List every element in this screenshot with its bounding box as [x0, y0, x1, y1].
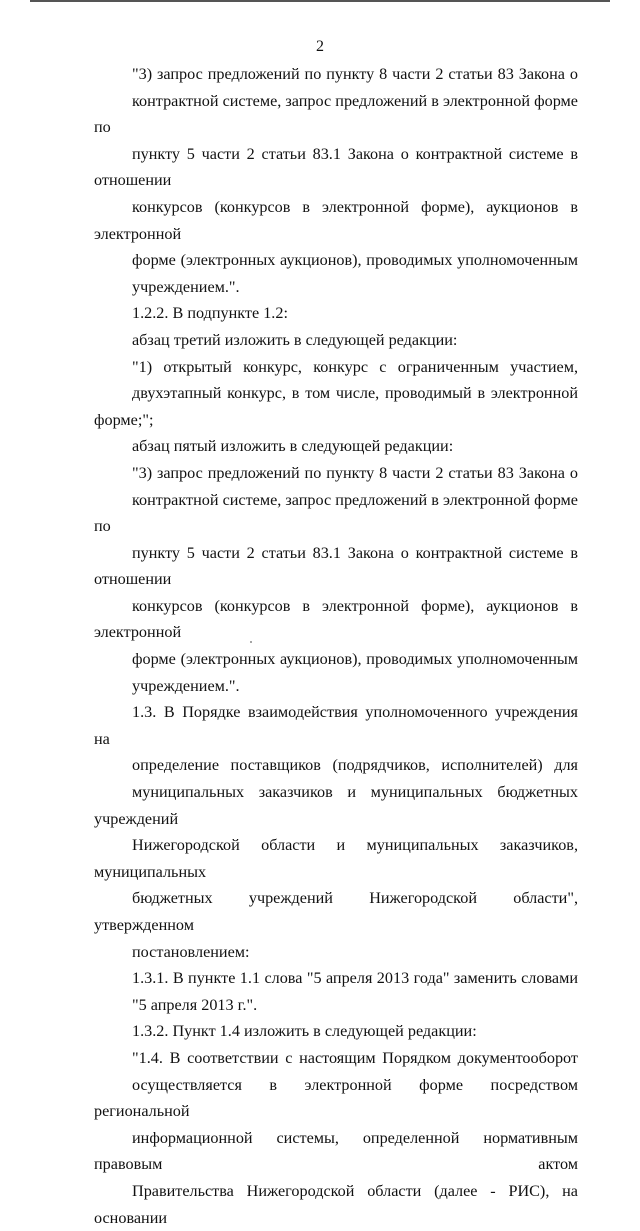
document-body [94, 61, 578, 1231]
paragraph-p1 [94, 61, 578, 300]
text-line: "5 апреля 2013 г.". [132, 995, 258, 1014]
text-line: Нижегородской области и муниципальных заказчиков, муниципальных [94, 836, 578, 881]
text-line: контрактной системе, запрос предложений в электронной форме по [94, 490, 578, 536]
paragraph-p9 [94, 1018, 578, 1045]
text-line: "1) открытый конкурс, конкурс с ограниченным участием, [132, 357, 578, 376]
text-line: пункту 5 части 2 статьи 83.1 Закона о контрактной системе в отношении [94, 543, 578, 589]
text-line: "3) запрос предложений по пункту 8 части 2 статьи 83 Закона о [132, 65, 578, 83]
text-line: форме (электронных аукционов), проводимых уполномоченным [132, 251, 578, 270]
paragraph-p8 [94, 965, 578, 1018]
text-line: муниципальных заказчиков и муниципальных бюджетных учреждений [94, 783, 578, 828]
text-line: Правительства Нижегородской области (далее - РИС), на основании [94, 1181, 578, 1227]
text-line: "1.4. В соответствии с настоящим Порядком документооборот [132, 1048, 578, 1067]
text-line: 1.3. В Порядке взаимодействия уполномоченного учреждения на [94, 703, 578, 748]
text-line: учреждением.". [132, 676, 240, 695]
text-line: постановлением: [132, 942, 250, 961]
text-line: абзац третий изложить в следующей редакции: [132, 330, 458, 349]
text-line: 1.3.2. Пункт 1.4 изложить в следующей редакции: [132, 1022, 477, 1041]
text-line: учреждением.". [132, 277, 240, 296]
text-line: осуществляется в электронной форме посредством региональной [94, 1075, 578, 1121]
paragraph-p5 [94, 433, 578, 460]
text-line: двухэтапный конкурс, в том числе, проводимый в электронной форме;"; [94, 384, 578, 429]
text-line: 1.3.1. В пункте 1.1 слова "5 апреля 2013 года" заменить словами [132, 969, 578, 988]
paragraph-p10 [94, 1045, 578, 1231]
text-line: информационной системы, определенной нормативным правовым актом [94, 1128, 578, 1174]
text-line: 1.2.2. В подпункте 1.2: [132, 304, 288, 323]
text-line: "3) запрос предложений по пункту 8 части 2 статьи 83 Закона о [132, 463, 578, 482]
page-number: 2 [316, 38, 324, 55]
paragraph-p7 [94, 699, 578, 965]
paragraph-p3 [94, 327, 578, 354]
text-line: форме (электронных аукционов), проводимых уполномоченным [132, 650, 578, 669]
text-line: контрактной системе, запрос предложений в электронной форме по [94, 91, 578, 137]
text-line: конкурсов (конкурсов в электронной форме), аукционов в электронной [94, 596, 578, 642]
text-line: бюджетных учреждений Нижегородской области", утвержденном [94, 889, 578, 934]
text-line: определение поставщиков (подрядчиков, исполнителей) для [132, 756, 578, 775]
paragraph-p2 [94, 300, 578, 327]
text-line: абзац пятый изложить в следующей редакции: [132, 437, 454, 456]
top-border-line [30, 0, 610, 2]
paragraph-p4 [94, 354, 578, 434]
text-line: пункту 5 части 2 статьи 83.1 Закона о контрактной системе в отношении [94, 144, 578, 190]
paragraph-p6 [94, 460, 578, 699]
text-line: конкурсов (конкурсов в электронной форме), аукционов в электронной [94, 197, 578, 243]
scan-artifact-dot [250, 641, 252, 643]
